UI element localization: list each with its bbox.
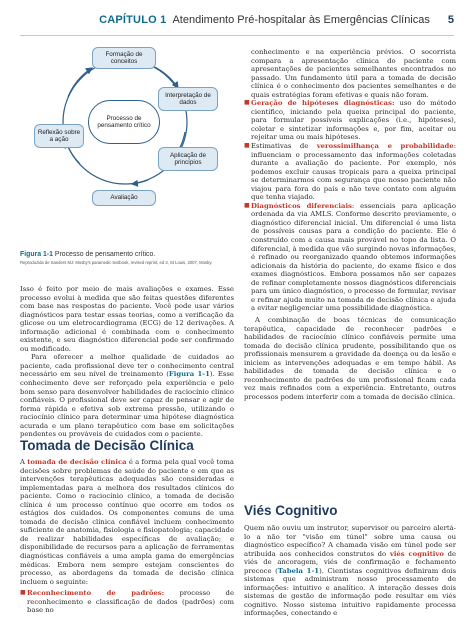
chapter-label: CAPÍTULO 1 xyxy=(99,14,167,26)
figure-caption xyxy=(20,251,232,265)
critical-thinking-diagram xyxy=(20,42,230,252)
bullet-item: ■ Diagnósticos diferenciais: essenciais para aplicação ordenada da via AMLS. Conforme descrito previamente, o diagnóstico diferencial inicial. Um diferencial é uma lista de possíveis causas para a condição do paciente. Ele é construído com a causa mais provável no topo da lista. O diferencial, à medida que vão surgindo novas informações, é refinado ou reorganizado quando obtemos informações adicionais da história do paciente, do exame físico e dos exames diagnósticos. Embora possamos não ser capazes de refinar completamente nossos diagnósticos diferenciais para um único diagnóstico, o processo de formular, revisar e refinar ajuda muito na tomada de decisão clínica e ajuda a evitar negligenciar uma possibilidade diagnóstica. xyxy=(244,201,456,313)
paragraph: Quem não ouviu um instrutor, supervisor ou parceiro alertá-lo a não ter "visão em túnel" sobre uma causa ou diagnóstico específico? A chamada visão em túnel pode ser atribuída aos conhecidos construtos do viés cognitivo de viés de ancoragem, viés de confirmação e fechamento precoce (Tabela 1-1). Cientistas cognitivos definiram dois sistemas que administram nosso processamento de informações: intuitivo e analítico. A interação desses dois sistemas de gestão de informação pode resultar em viés cognitivo. Nosso sistema intuitivo rapidamente processa informações, conectando e xyxy=(244,524,457,618)
header-rule xyxy=(20,35,454,36)
center-node: Processo de pensamento crítico xyxy=(88,100,160,144)
node-concept-formation: Formação de conceitos xyxy=(92,47,156,69)
paragraph: Para oferecer a melhor qualidade de cuidados ao paciente, cada profissional deve ter o conhecimento central necessário em seu nível de treinamento (Figura 1-1). Esse conhecimento deve ser reforçado pela experiência e pelo bom senso para desenvolver habilidades de raciocínio clínico confiáveis. O profissional deve ser capaz de pensar e agir de forma rápida e efetiva sob extrema pressão, utilizando o raciocínio clínico para determinar uma hipótese diagnóstica acurada e um plano terapêutico com base em solicitações pendentes ou prováveis de cuidados com o paciente. xyxy=(20,353,234,439)
paragraph: A tomada de decisão clínica é a forma pela qual você toma decisões sobre problemas de saúde do paciente e em que as intervenções terapêuticas adequadas são consideradas e implementadas para a melhora dos resultados clínicos do paciente. Como o raciocínio clínico, a tomada de decisão clínica é um processo contínuo que ocorre em todos os estágios dos cuidados. Os componentes comuns de uma tomada de decisão clínica confiável incluem conhecimento suficiente de anatomia, fisiologia e fisiopatologia; capacidade de realizar habilidades específicas de avaliação; e disponibilidade de recursos para a aplicação de ferramentas diagnósticas confiáveis a uma ampla gama de emergências médicas. Embora nem sempre estejam conscientes do processo, as abordagens da tomada de decisão clínica incluem o seguinte: xyxy=(20,458,234,586)
bullet-term: Geração de hipóteses diagnósticas: xyxy=(251,99,395,108)
bullet-icon: ■ xyxy=(20,589,26,597)
bullet-term: Diagnósticos diferenciais xyxy=(251,201,352,210)
bullet-term: verossimilhança e probabilidade xyxy=(316,142,454,151)
caption-text: Processo de pensamento crítico. xyxy=(54,251,156,258)
left-column-section xyxy=(20,458,234,615)
table-reference[interactable]: Tabela 1-1 xyxy=(277,566,320,575)
node-reflection: Reflexão sobre a ação xyxy=(34,124,84,148)
node-principles-application: Aplicação de princípios xyxy=(158,147,218,171)
key-term: tomada de decisão clínica xyxy=(27,458,127,466)
bullet-item: ■ Geração de hipóteses diagnósticas: uso do método científico, iniciando pela queixa principal do paciente, para formular possíveis explicações (i.e., hipóteses), coletar e sintetizar informações e, por fim, aceitar ou rejeitar uma ou mais hipóteses. xyxy=(244,99,457,142)
bullet-icon: ■ xyxy=(244,99,250,107)
paragraph: A combinação de boas técnicas de comunicação terapêutica, capacidade de reconhecer padrões e habilidades de raciocínio clínico confiáveis permite uma tomada de decisão clínica prudente, possibilitando que os profissionais mensurem a gravidade da doença ou da lesão e iniciem as intervenções adequadas e em tempo hábil. As habilidades de tomada de decisão clínica e o reconhecimento de padrões de um profissional ficam cada vez mais refinados com a experiência. Entretanto, outros processos podem interferir com a tomada de decisão clínica. xyxy=(244,315,456,401)
right-column xyxy=(244,48,456,401)
caption-label: Figura 1-1 xyxy=(20,251,53,258)
running-header xyxy=(99,14,454,26)
bullet-item: ■ Reconhecimento de padrões: processo de reconhecimento e classificação de dados (padrões) com base no xyxy=(20,589,234,615)
paragraph: Isso é feito por meio de mais avaliações e exames. Esse processo evolui à medida que são feitas questões diferentes com base nas respostas do paciente. Você pode usar vários diagnósticos para testar essas teorias, como a verificação da glicose ou um eletrocardiograma (ECG) de 12 derivações. A informação adicional é combinada com o conhecimento existente, e seu diagnóstico diferencial pode ser confirmado ou modificado. xyxy=(20,285,234,353)
paragraph: conhecimento e na experiência prévios. O socorrista compara a apresentação clínica do paciente com apresentações de pacientes semelhantes encontrados no passado. Um fundamento útil para a tomada de decisão clínica é o conhecimento dos pacientes semelhantes e de quais estratégias foram efetivas e quais não foram. xyxy=(251,48,456,99)
chapter-title: Atendimento Pré-hospitalar às Emergências Clínicas xyxy=(172,14,430,26)
key-term: viés cognitivo xyxy=(389,549,444,558)
node-evaluation: Avaliação xyxy=(92,190,156,206)
page-number: 5 xyxy=(447,14,454,26)
section-heading-clinical-decision: Tomada de Decisão Clínica xyxy=(20,438,194,453)
right-column-section xyxy=(244,524,456,618)
left-column xyxy=(20,285,234,439)
bullet-term: Reconhecimento de padrões: xyxy=(27,589,165,598)
section-heading-cognitive-bias: Viés Cognitivo xyxy=(244,503,338,518)
figure-reference[interactable]: Figura 1-1 xyxy=(168,370,210,379)
node-data-interpretation: Interpretação de dados xyxy=(158,87,218,111)
caption-source: Reproduzida de Sanders MJ: Mosby's paramedic textbook, revised reprint, ed 3, St Louis, 2007, Mosby. xyxy=(20,260,213,265)
bullet-icon: ■ xyxy=(244,201,250,209)
bullet-item: ■ Estimativas de verossimilhança e probabilidade: influenciam o processamento das informações coletadas durante a avaliação do paciente. Por exemplo, nós podemos excluir causas tropicais para a queixa principal se determinarmos com segurança que nosso paciente não viajou para fora do país e não teve contato com alguém que tenha viajado. xyxy=(244,142,456,202)
bullet-icon: ■ xyxy=(244,142,250,150)
